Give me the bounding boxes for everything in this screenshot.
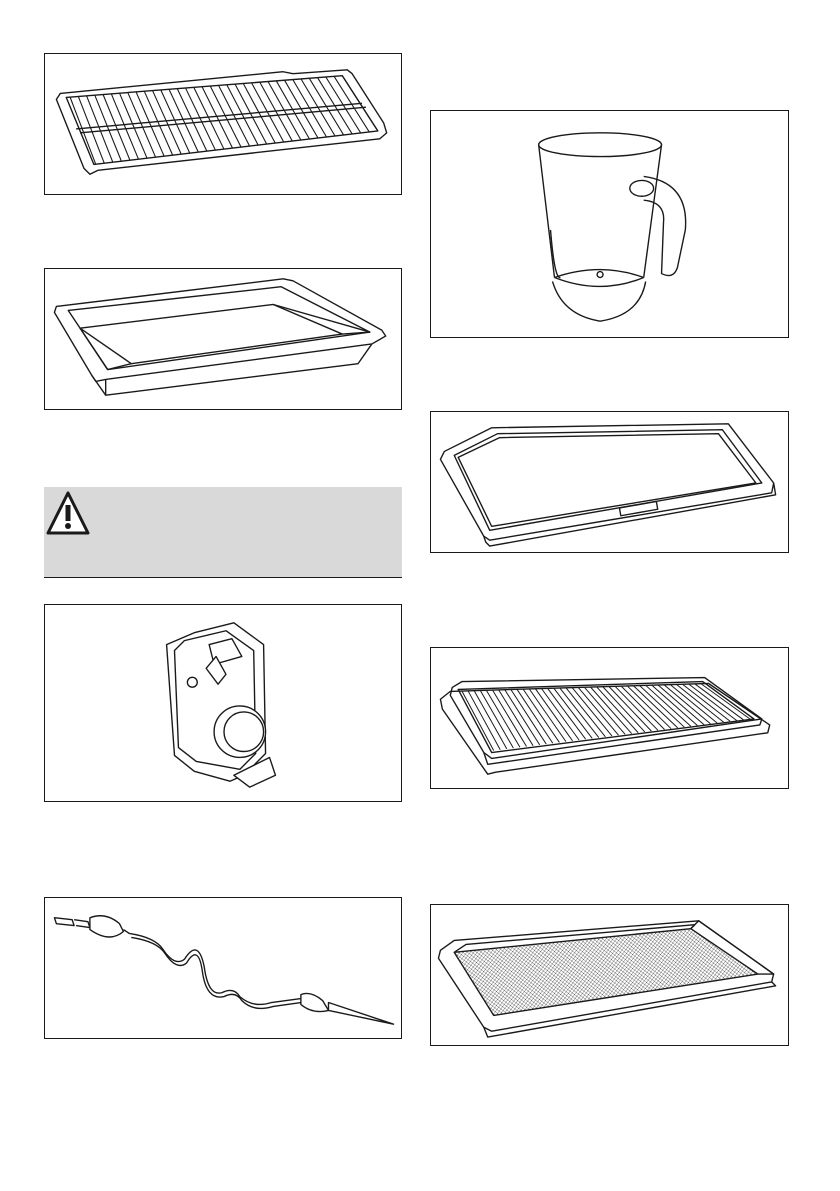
rack-bar: [309, 78, 343, 135]
rack-bar: [293, 80, 327, 137]
rack-bar: [301, 79, 335, 136]
mesh-tray-frame: [430, 904, 789, 1046]
grill-ridge: [474, 691, 506, 749]
deep-tray-icon: [45, 269, 401, 409]
rack-bar: [334, 76, 369, 132]
grill-ridge: [646, 685, 691, 726]
grill-ridge: [615, 686, 658, 730]
flat-plate-frame: [430, 411, 789, 553]
warning-triangle-icon: [44, 487, 104, 547]
grill-plate-icon: [431, 648, 788, 788]
grill-ridge: [652, 685, 698, 725]
grill-ridge: [621, 686, 664, 729]
grill-ridge: [633, 686, 677, 728]
water-jug-frame: [430, 110, 789, 338]
clip-frame: [44, 604, 402, 802]
flat-plate-icon: [431, 412, 788, 552]
grill-ridge: [640, 686, 685, 728]
grill-ridge: [468, 691, 500, 750]
wire-rack-icon: [45, 54, 401, 194]
rack-bar: [111, 94, 138, 159]
temperature-probe-icon: [45, 898, 401, 1038]
rack-bar: [128, 93, 156, 158]
grill-ridge: [701, 683, 750, 718]
mesh-tray-icon: [431, 905, 788, 1045]
grill-ridge: [682, 684, 730, 721]
grill-ridge: [493, 690, 527, 746]
rack-bar: [342, 76, 377, 131]
grill-ridge: [676, 684, 723, 722]
rack-bar: [318, 78, 353, 134]
core-probe-frame: [44, 897, 402, 1039]
grill-ridge: [487, 691, 520, 748]
water-jug-icon: [431, 111, 788, 337]
grill-ridge: [627, 686, 671, 729]
rack-bar: [144, 91, 172, 155]
wire-rack-frame: [44, 53, 402, 195]
grill-ridge: [499, 690, 533, 746]
warning-box: [44, 487, 402, 578]
rack-bar: [136, 92, 164, 156]
rack-bar: [326, 77, 361, 133]
deep-tray-frame: [44, 268, 402, 410]
clip-accessory-icon: [45, 605, 401, 801]
rack-bar: [161, 90, 190, 153]
grill-plate-frame: [430, 647, 789, 789]
grill-ridge: [505, 690, 540, 745]
rack-bar: [120, 93, 147, 158]
rack-bar: [153, 91, 182, 154]
